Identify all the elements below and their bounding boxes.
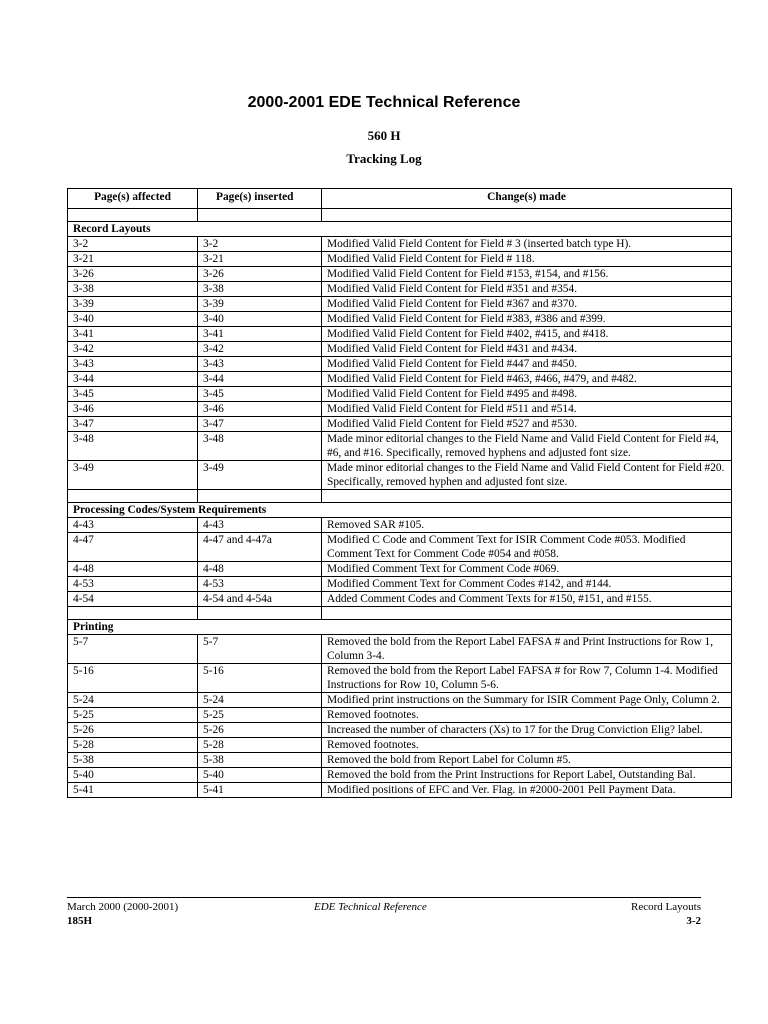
cell-page-affected: 5-41 — [68, 783, 198, 798]
cell-change-made: Removed the bold from the Print Instructions for Report Label, Outstanding Bal. — [322, 768, 732, 783]
footer-page-number: 3-2 — [686, 915, 701, 927]
table-row — [68, 738, 732, 753]
table-row — [68, 592, 732, 607]
section-label: Printing — [68, 620, 732, 635]
cell-change-made: Modified Valid Field Content for Field #351 and #354. — [322, 282, 732, 297]
cell-page-affected: 5-26 — [68, 723, 198, 738]
page-title: 2000-2001 EDE Technical Reference — [247, 94, 521, 111]
cell-page-inserted: 5-16 — [198, 664, 322, 693]
cell-page-affected: 3-47 — [68, 417, 198, 432]
cell-change-made: Modified print instructions on the Summary for ISIR Comment Page Only, Column 2. — [322, 693, 732, 708]
cell-change-made: Removed the bold from the Report Label FAFSA # and Print Instructions for Row 1, Column 3-4. — [322, 635, 732, 664]
table-row — [68, 518, 732, 533]
footer-divider — [67, 897, 701, 898]
cell-change-made: Modified Comment Text for Comment Code #069. — [322, 562, 732, 577]
cell-page-affected: 3-44 — [68, 372, 198, 387]
table-row — [68, 783, 732, 798]
cell-page-inserted: 5-38 — [198, 753, 322, 768]
table-row — [68, 327, 732, 342]
cell-page-affected: 3-43 — [68, 357, 198, 372]
cell-page-affected: 5-16 — [68, 664, 198, 693]
cell-page-inserted: 5-26 — [198, 723, 322, 738]
cell-page-inserted: 4-48 — [198, 562, 322, 577]
cell-page-inserted: 3-40 — [198, 312, 322, 327]
blank-cell — [198, 209, 322, 222]
cell-change-made: Modified Valid Field Content for Field #383, #386 and #399. — [322, 312, 732, 327]
cell-page-affected: 5-25 — [68, 708, 198, 723]
blank-cell — [322, 209, 732, 222]
cell-page-affected: 5-28 — [68, 738, 198, 753]
blank-cell — [322, 607, 732, 620]
table-row — [68, 461, 732, 490]
cell-page-affected: 5-38 — [68, 753, 198, 768]
cell-page-affected: 3-2 — [68, 237, 198, 252]
cell-change-made: Modified C Code and Comment Text for ISIR Comment Code #053. Modified Comment Text for Comment Code #054 and #058. — [322, 533, 732, 562]
cell-page-inserted: 3-41 — [198, 327, 322, 342]
table-row — [68, 282, 732, 297]
cell-page-inserted: 3-42 — [198, 342, 322, 357]
cell-change-made: Modified Valid Field Content for Field #431 and #434. — [322, 342, 732, 357]
table-row — [68, 402, 732, 417]
table-row — [68, 768, 732, 783]
cell-page-inserted: 3-49 — [198, 461, 322, 490]
cell-change-made: Modified Valid Field Content for Field # 3 (inserted batch type H). — [322, 237, 732, 252]
section-label: Record Layouts — [68, 222, 732, 237]
cell-page-affected: 3-45 — [68, 387, 198, 402]
cell-page-inserted: 5-41 — [198, 783, 322, 798]
table-row — [68, 342, 732, 357]
table-row — [68, 297, 732, 312]
cell-page-affected: 4-53 — [68, 577, 198, 592]
table-row — [68, 432, 732, 461]
table-row — [68, 664, 732, 693]
footer-page-code: 185H — [67, 915, 93, 927]
cell-page-affected: 3-42 — [68, 342, 198, 357]
cell-page-inserted: 3-43 — [198, 357, 322, 372]
cell-change-made: Modified Valid Field Content for Field #447 and #450. — [322, 357, 732, 372]
blank-cell — [68, 607, 198, 620]
table-row — [68, 753, 732, 768]
table-row — [68, 708, 732, 723]
blank-cell — [198, 607, 322, 620]
cell-change-made: Removed SAR #105. — [322, 518, 732, 533]
table-row — [68, 417, 732, 432]
table-row — [68, 693, 732, 708]
blank-cell — [198, 490, 322, 503]
footer-date: March 2000 (2000-2001) — [67, 901, 179, 913]
blank-cell — [322, 490, 732, 503]
cell-page-inserted: 4-43 — [198, 518, 322, 533]
table-row — [68, 723, 732, 738]
cell-change-made: Modified Valid Field Content for Field # 118. — [322, 252, 732, 267]
cell-page-affected: 3-39 — [68, 297, 198, 312]
cell-page-affected: 5-40 — [68, 768, 198, 783]
cell-page-inserted: 3-26 — [198, 267, 322, 282]
cell-change-made: Added Comment Codes and Comment Texts for #150, #151, and #155. — [322, 592, 732, 607]
cell-change-made: Removed the bold from the Report Label FAFSA # for Row 7, Column 1-4. Modified Instructions for Row 10, Column 5-6. — [322, 664, 732, 693]
table-body — [68, 209, 732, 798]
cell-page-inserted: 3-38 — [198, 282, 322, 297]
cell-page-inserted: 4-53 — [198, 577, 322, 592]
cell-page-affected: 3-26 — [68, 267, 198, 282]
table-row — [68, 252, 732, 267]
cell-page-inserted: 5-40 — [198, 768, 322, 783]
tracking-log-table — [67, 188, 732, 798]
cell-page-inserted: 3-21 — [198, 252, 322, 267]
cell-page-affected: 3-46 — [68, 402, 198, 417]
cell-page-inserted: 5-24 — [198, 693, 322, 708]
cell-page-inserted: 4-47 and 4-47a — [198, 533, 322, 562]
cell-change-made: Removed footnotes. — [322, 738, 732, 753]
cell-page-affected: 4-47 — [68, 533, 198, 562]
footer-document-title: EDE Technical Reference — [314, 901, 427, 913]
cell-page-affected: 3-38 — [68, 282, 198, 297]
document-number: 560 H — [367, 128, 401, 143]
section-row — [68, 503, 732, 518]
cell-page-inserted: 3-46 — [198, 402, 322, 417]
cell-page-inserted: 3-39 — [198, 297, 322, 312]
cell-page-affected: 4-48 — [68, 562, 198, 577]
table-row — [68, 577, 732, 592]
table-row — [68, 372, 732, 387]
cell-change-made: Modified Valid Field Content for Field #367 and #370. — [322, 297, 732, 312]
cell-page-affected: 4-54 — [68, 592, 198, 607]
table-row — [68, 312, 732, 327]
cell-change-made: Modified Valid Field Content for Field #511 and #514. — [322, 402, 732, 417]
cell-page-inserted: 3-44 — [198, 372, 322, 387]
cell-page-affected: 3-40 — [68, 312, 198, 327]
blank-row — [68, 209, 732, 222]
table-row — [68, 357, 732, 372]
column-header-changes-made: Change(s) made — [322, 189, 732, 209]
cell-change-made: Modified positions of EFC and Ver. Flag. in #2000-2001 Pell Payment Data. — [322, 783, 732, 798]
cell-change-made: Made minor editorial changes to the Field Name and Valid Field Content for Field #20. Specifically, removed hyphen and adjusted font size. — [322, 461, 732, 490]
cell-change-made: Modified Valid Field Content for Field #463, #466, #479, and #482. — [322, 372, 732, 387]
cell-page-inserted: 5-25 — [198, 708, 322, 723]
section-row — [68, 620, 732, 635]
table-row — [68, 267, 732, 282]
blank-row — [68, 490, 732, 503]
blank-cell — [68, 209, 198, 222]
section-label: Processing Codes/System Requirements — [68, 503, 732, 518]
cell-page-inserted: 5-28 — [198, 738, 322, 753]
cell-page-affected: 4-43 — [68, 518, 198, 533]
cell-page-affected: 3-41 — [68, 327, 198, 342]
cell-page-affected: 3-49 — [68, 461, 198, 490]
cell-change-made: Made minor editorial changes to the Field Name and Valid Field Content for Field #4, #6, and #16. Specifically, removed hyphens and adjusted font size. — [322, 432, 732, 461]
cell-page-affected: 5-7 — [68, 635, 198, 664]
cell-change-made: Modified Valid Field Content for Field #402, #415, and #418. — [322, 327, 732, 342]
footer-section: Record Layouts — [631, 901, 701, 913]
cell-change-made: Modified Valid Field Content for Field #153, #154, and #156. — [322, 267, 732, 282]
cell-page-inserted: 3-45 — [198, 387, 322, 402]
table-row — [68, 562, 732, 577]
cell-page-inserted: 5-7 — [198, 635, 322, 664]
cell-page-inserted: 4-54 and 4-54a — [198, 592, 322, 607]
cell-page-affected: 3-21 — [68, 252, 198, 267]
table-header-row — [68, 189, 732, 209]
column-header-pages-affected: Page(s) affected — [68, 189, 198, 209]
table-row — [68, 635, 732, 664]
cell-page-inserted: 3-2 — [198, 237, 322, 252]
cell-change-made: Increased the number of characters (Xs) to 17 for the Drug Conviction Elig? label. — [322, 723, 732, 738]
cell-change-made: Removed footnotes. — [322, 708, 732, 723]
cell-page-inserted: 3-48 — [198, 432, 322, 461]
table-row — [68, 387, 732, 402]
cell-page-affected: 3-48 — [68, 432, 198, 461]
column-header-pages-inserted: Page(s) inserted — [198, 189, 322, 209]
cell-change-made: Modified Comment Text for Comment Codes #142, and #144. — [322, 577, 732, 592]
blank-row — [68, 607, 732, 620]
table-row — [68, 237, 732, 252]
blank-cell — [68, 490, 198, 503]
cell-change-made: Removed the bold from Report Label for Column #5. — [322, 753, 732, 768]
cell-page-inserted: 3-47 — [198, 417, 322, 432]
cell-change-made: Modified Valid Field Content for Field #495 and #498. — [322, 387, 732, 402]
table-row — [68, 533, 732, 562]
section-title: Tracking Log — [346, 151, 422, 166]
cell-change-made: Modified Valid Field Content for Field #527 and #530. — [322, 417, 732, 432]
cell-page-affected: 5-24 — [68, 693, 198, 708]
section-row — [68, 222, 732, 237]
